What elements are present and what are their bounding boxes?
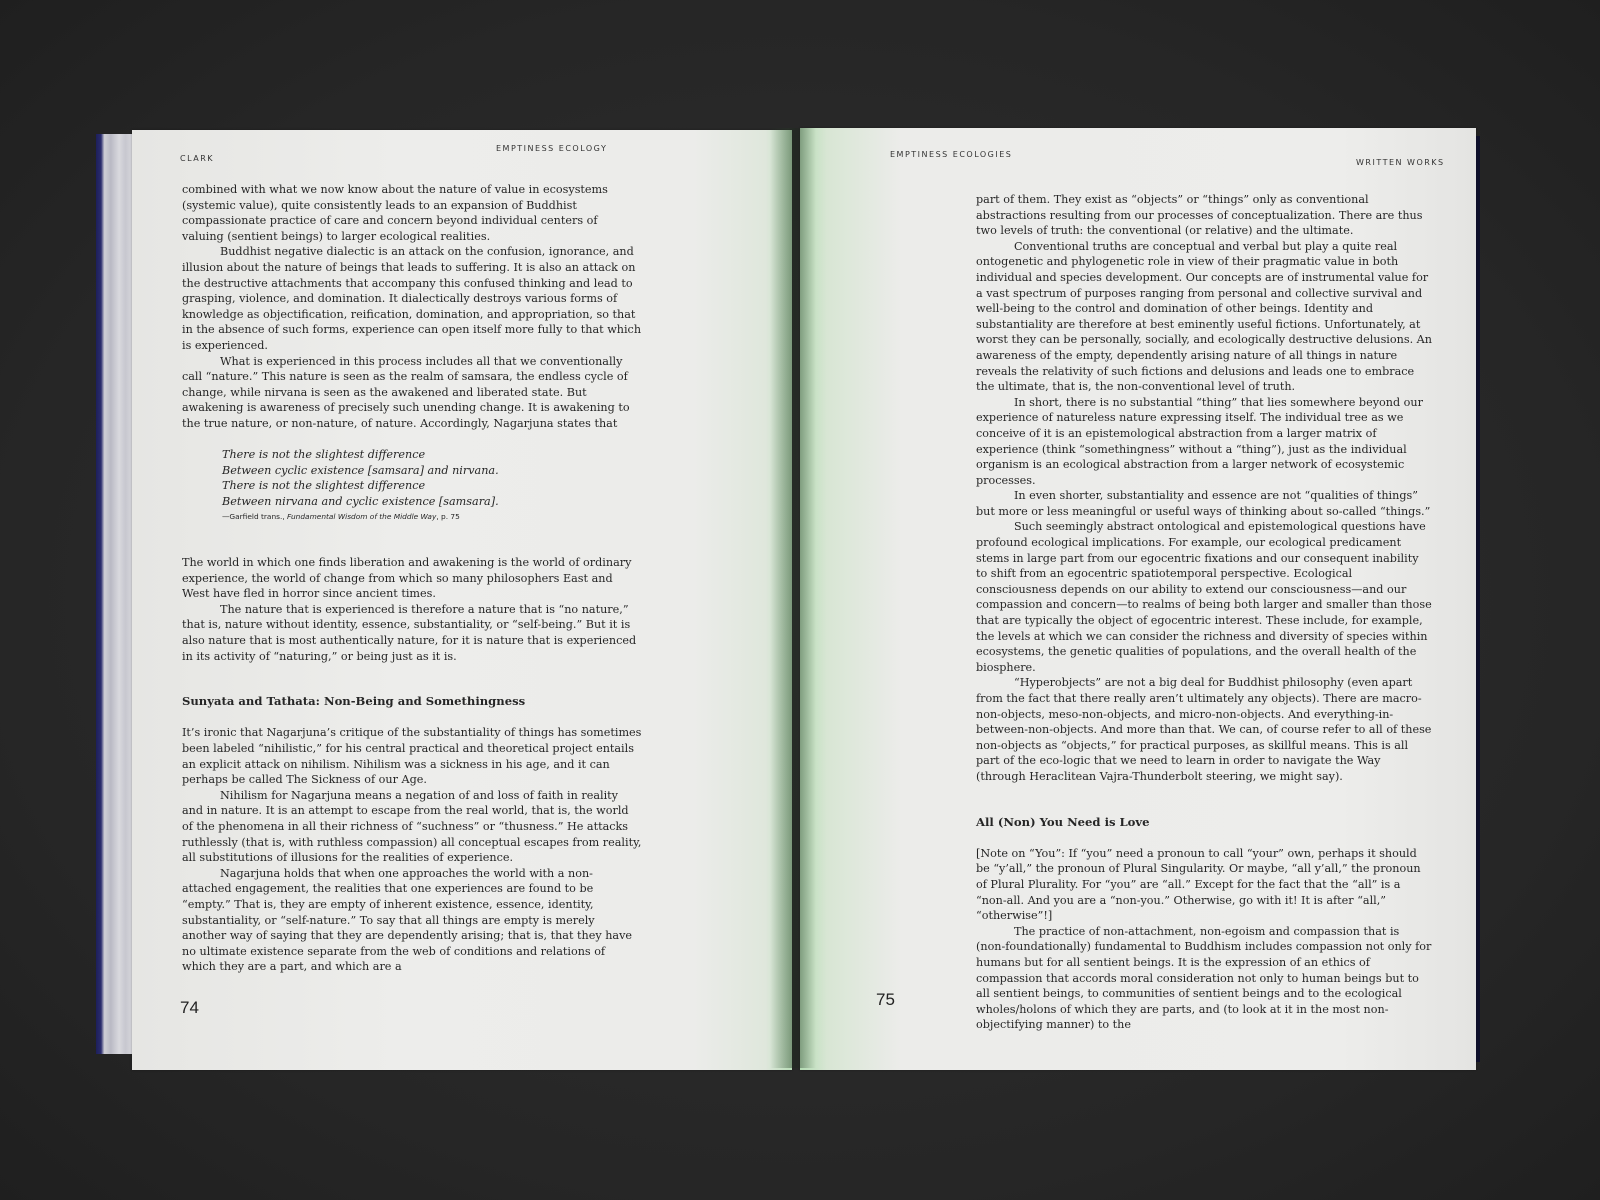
quote-line: There is not the slightest difference xyxy=(222,448,426,462)
quote-citation: —Garfield trans., Fundamental Wisdom of the Middle Way, p. 75 xyxy=(222,512,460,522)
paragraph: [Note on “You”: If “you” need a pronoun to call “your” own, perhaps it should be “y’all,” the pronoun of Plural Singularity. Or maybe, “all y’all,” the pronoun of Plural Plurality. For “you” are “all.” Except for the fact that the “all” is a “non-all. And you are a “non-you.” Otherwise, go with it! It is after “all,” “otherwise”!] xyxy=(976,846,1421,923)
quote-line: There is not the slightest difference xyxy=(222,479,426,493)
paragraph: In even shorter, substantiality and essence are not “qualities of things” but more or less meaningful or useful ways of thinking about so-called “things.” xyxy=(976,489,1431,518)
section-heading: Sunyata and Tathata: Non-Being and Somethingness xyxy=(182,694,526,709)
paragraph: Such seemingly abstract ontological and epistemological questions have profound ecological implications. For example, our ecological predicament stems in large part from our egocentric fixations and our consequent inability to shift from an egocentric spatiotemporal perspective. Ecological consciousness depends on our ability to extend our consciousness—and our compassion and concern—to realms of being both larger and smaller than those that are typically the object of egocentric interest. These include, for example, the levels at which we can consider the richness and diversity of species within ecosystems, the genetic qualities of populations, and the overall health of the biosphere. xyxy=(976,520,1432,674)
paragraph: Nihilism for Nagarjuna means a negation of and loss of faith in reality and in nature. It is an attempt to escape from the real world, that is, the world of the phenomena in all their richness of “suchness” or “thusness.” He attacks ruthlessly (that is, with ruthless compassion) all conceptual escapes from reality, all substitutions of illusions for the realities of experience. xyxy=(182,788,642,865)
paragraph: Buddhist negative dialectic is an attack on the confusion, ignorance, and illusion about the nature of beings that leads to suffering. It is also an attack on the destructive attachments that accompany this confused thinking and lead to grasping, violence, and domination. It dialectically destroys various forms of knowledge as objectification, reification, domination, and appropriation, so that in the absence of such forms, experience can open itself more fully to that which is experienced. xyxy=(182,245,642,352)
paragraph: Conventional truths are conceptual and verbal but play a quite real ontogenetic and phylogenetic role in view of their pragmatic value in both individual and species development. Our concepts are of instrumental value for a vast spectrum of purposes ranging from personal and collective survival and well-being to the control and domination of other beings. Identity and substantiality are therefore at best eminently useful fictions. Unfortunately, at worst they can be personally, socially, and ecologically destructive delusions. An awareness of the empty, dependently arising nature of all things in nature reveals the relativity of such fictions and delusions and leads one to embrace the ultimate, that is, the non-conventional level of truth. xyxy=(976,239,1432,394)
paragraph: The nature that is experienced is therefore a nature that is “no nature,” that is, nature without identity, essence, substantiality, or “self-being.” But it is also nature that is most authentically nature, for it is nature that is experienced in its activity of “naturing,” or being just as it is. xyxy=(182,602,637,663)
left-page xyxy=(132,130,792,1070)
running-head-title: EMPTINESS ECOLOGIES xyxy=(890,150,1013,159)
right-body-text xyxy=(976,192,1432,1033)
page-number: 74 xyxy=(180,998,199,1017)
block-quote xyxy=(222,447,642,525)
paragraph: In short, there is no substantial “thing” that lies somewhere beyond our experience of natureless nature expressing itself. The individual tree as we conceive of it is an epistemological abstraction from a larger matrix of experience (think “somethingness” without a “thing”), just as the individual organism is an ecological abstraction from a larger network of ecosystemic processes. xyxy=(976,395,1423,487)
paragraph: part of them. They exist as “objects” or “things” only as conventional abstractions resulting from our processes of conceptualization. There are thus two levels of truth: the conventional (or relative) and the ultimate. xyxy=(976,193,1423,238)
paragraph: Nagarjuna holds that when one approaches the world with a non-attached engagement, the realities that one experiences are found to be “empty.” That is, they are empty of inherent existence, essence, identity, substantiality, or “self-nature.” To say that all things are empty is merely another way of saying that they are dependently arising; that is, that they have no ultimate existence separate from the web of conditions and relations of which they are a part, and which are a xyxy=(182,866,633,974)
paragraph: The practice of non-attachment, non-egoism and compassion that is (non-foundationally) fundamental to Buddhism includes compassion not only for humans but for all sentient beings. It is the expression of an ethics of compassion that accords moral consideration not only to human beings but to all sentient beings, to communities of sentient beings and to the ecological wholes/holons of which they are parts, and (to look at it in the most non-objectifying manner) to the xyxy=(976,924,1432,1032)
running-head-title: EMPTINESS ECOLOGY xyxy=(496,144,608,153)
running-head-section: WRITTEN WORKS xyxy=(1356,158,1445,167)
quote-line: Between cyclic existence [samsara] and nirvana. xyxy=(222,463,499,477)
quote-line: Between nirvana and cyclic existence [samsara]. xyxy=(222,494,499,508)
paragraph: It’s ironic that Nagarjuna’s critique of the substantiality of things has sometimes been labeled “nihilistic,” for his central practical and theoretical project entails an explicit attack on nihilism. Nihilism was a sickness in his age, and it can perhaps be called The Sickness of our Age. xyxy=(182,726,642,787)
paragraph: combined with what we now know about the nature of value in ecosystems (systemic value), quite consistently leads to an expansion of Buddhist compassionate practice of care and concern beyond individual centers of valuing (sentient beings) to larger ecological realities. xyxy=(182,183,608,243)
left-body-text xyxy=(182,182,642,975)
running-head-author: CLARK xyxy=(180,154,215,163)
paragraph: “Hyperobjects” are not a big deal for Buddhist philosophy (even apart from the fact that there really aren’t ultimately any objects). There are macro-non-objects, meso-non-objects, and micro-non-objects. And everything-in-between-non-objects. And more than that. We can, of course refer to all of these non-objects as “objects,” for practical purposes, as skillful means. This is all part of the eco-logic that we need to learn in order to navigate the Way (through Heraclitean Vajra-Thunderbolt steering, we might say). xyxy=(976,676,1432,783)
paragraph: What is experienced in this process includes all that we conventionally call “nature.” This nature is seen as the realm of samsara, the endless cycle of change, while nirvana is seen as the awakened and liberated state. But awakening is awareness of precisely such unending change. It is awakening to the true nature, or non-nature, of nature. Accordingly, Nagarjuna states that xyxy=(182,354,630,430)
right-page xyxy=(800,128,1476,1070)
paragraph: The world in which one finds liberation and awakening is the world of ordinary experience, the world of change from which so many philosophers East and West have fled in horror since ancient times. xyxy=(182,556,632,601)
page-number: 75 xyxy=(876,990,895,1009)
section-heading: All (Non) You Need is Love xyxy=(976,814,1150,829)
spine-gutter xyxy=(770,128,816,1068)
